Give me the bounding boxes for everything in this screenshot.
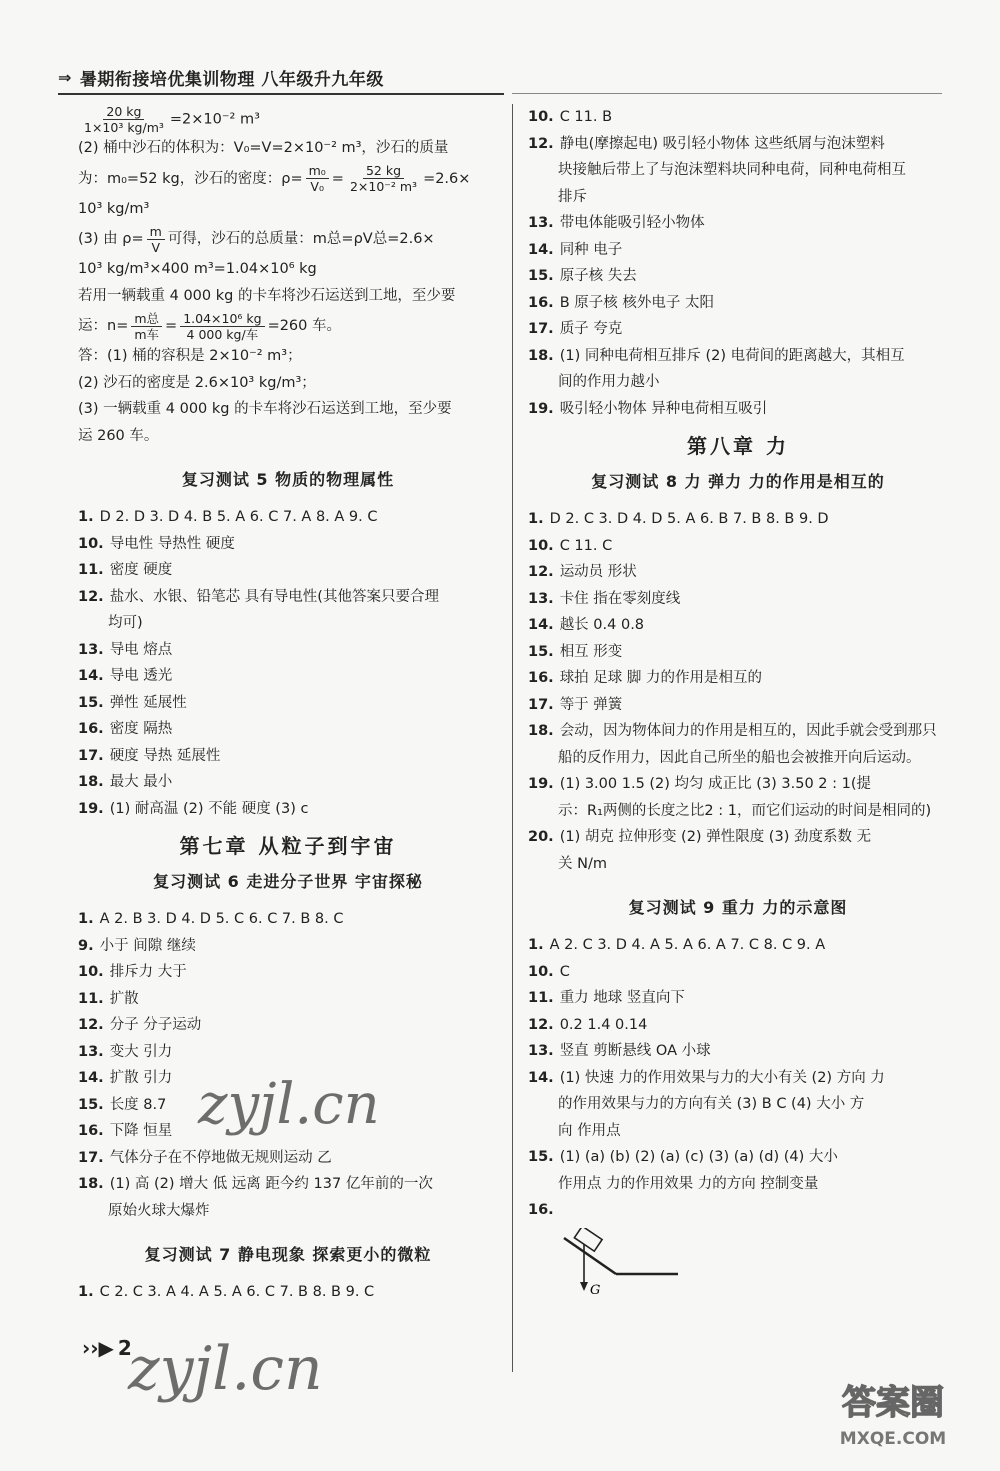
question-number: 19. bbox=[528, 400, 554, 417]
answer-text: 向 作用点 bbox=[558, 1122, 621, 1139]
answer-line bbox=[78, 933, 498, 960]
answer-line bbox=[78, 716, 498, 743]
answer-list-test8 bbox=[528, 506, 948, 877]
answer-text: 0.2 1.4 0.14 bbox=[559, 1016, 648, 1033]
answer-line bbox=[78, 663, 498, 690]
answer-line bbox=[528, 1171, 948, 1198]
answer-text: A 2. C 3. D 4. A 5. A 6. A 7. C 8. C 9. A bbox=[549, 937, 826, 953]
question-number: 20. bbox=[528, 829, 554, 845]
answer-list-test5 bbox=[78, 504, 498, 822]
answer-list-test7-cont bbox=[528, 104, 948, 422]
answer-line bbox=[78, 1012, 498, 1039]
answer-text: 扩散 引力 bbox=[109, 1070, 173, 1086]
fraction: $\frac{20 kg}{\text{1×10³ kg/m³}}$ bbox=[84, 104, 164, 135]
question-number: 19. bbox=[528, 776, 554, 792]
answer-line bbox=[528, 369, 948, 396]
answer-line bbox=[528, 263, 948, 290]
answer-line bbox=[78, 1171, 498, 1198]
answer-text: C 11. B bbox=[559, 109, 613, 125]
answer-text: (1) 同种电荷相互排斥 (2) 电荷间的距离越大，其相互 bbox=[559, 347, 905, 364]
question-number: 13. bbox=[528, 590, 554, 607]
section-title-test6: 复习测试 6 走进分子世界 宇宙探秘 bbox=[153, 872, 423, 891]
answer-line bbox=[528, 237, 948, 264]
question-number: 1. bbox=[78, 509, 94, 525]
question-number: 14. bbox=[528, 1069, 554, 1086]
question-number: 15. bbox=[78, 694, 104, 711]
answer-line bbox=[528, 932, 948, 959]
answer-text: 密度 隔热 bbox=[109, 721, 173, 737]
calc-line-12: 运 260 车。 bbox=[78, 427, 159, 444]
answer-line bbox=[78, 557, 498, 584]
answer-line bbox=[528, 316, 948, 343]
answer-line bbox=[528, 745, 948, 772]
answer-line bbox=[78, 504, 498, 531]
stamp-text: 答案圈 bbox=[842, 1383, 944, 1423]
answer-line bbox=[528, 1012, 948, 1039]
calc-line-10: (2) 沙石的密度是 2.6×10³ kg/m³； bbox=[78, 374, 316, 391]
answer-line bbox=[528, 104, 948, 131]
answer-text: 变大 引力 bbox=[109, 1043, 173, 1060]
calc-line-8: 运：n= $\frac{\text{m总}}{\text{m车}}$ = $\frac{\text{1.04×10⁶ kg}}{\text{4 000 kg/车}}$ =260 车。 bbox=[78, 310, 341, 342]
question-number: 18. bbox=[528, 347, 554, 364]
question-number: 13. bbox=[78, 1043, 104, 1060]
answer-line bbox=[78, 906, 498, 933]
calc-line-1: $\frac{20 kg}{\text{1×10³ kg/m³}}$ =2×10⁻² m³ bbox=[78, 104, 498, 135]
answer-line bbox=[528, 396, 948, 423]
answer-text: 运动员 形状 bbox=[559, 564, 637, 580]
question-number: 16. bbox=[528, 670, 554, 686]
fraction: $\frac{\text{1.04×10⁶ kg}}{\text{4 000 kg/车}}$ bbox=[180, 311, 264, 342]
answer-line bbox=[78, 531, 498, 558]
answer-text: 质子 夸克 bbox=[559, 321, 623, 337]
calc-line-6: 10³ kg/m³×400 m³=1.04×10⁶ kg bbox=[78, 261, 317, 277]
answer-text: C 2. C 3. A 4. A 5. A 6. C 7. B 8. B 9. C bbox=[99, 1284, 375, 1300]
fraction: $\frac{m}{V}$ bbox=[147, 224, 165, 255]
answer-text: 排斥 bbox=[558, 188, 587, 205]
question-number: 19. bbox=[78, 800, 104, 817]
answer-text: 的作用效果与力的方向有关 (3) B C (4) 大小 方 bbox=[558, 1096, 865, 1112]
answer-text: 导电性 导热性 硬度 bbox=[109, 535, 235, 552]
question-number: 10. bbox=[78, 535, 104, 552]
arrow-head-icon bbox=[580, 1282, 588, 1291]
answer-line bbox=[528, 290, 948, 317]
answer-text: 长度 8.7 bbox=[109, 1096, 167, 1113]
question-number: 17. bbox=[78, 747, 104, 764]
answer-text: (1) 胡克 拉伸形变 (2) 弹性限度 (3) 劲度系数 无 bbox=[559, 829, 872, 845]
answer-text: B 原子核 核外电子 太阳 bbox=[559, 294, 714, 311]
stamp-site: MXQE.COM bbox=[839, 1429, 947, 1449]
answer-text: A 2. B 3. D 4. D 5. C 6. C 7. B 8. C bbox=[99, 911, 344, 927]
answer-text: (1) 耐高温 (2) 不能 硬度 (3) c bbox=[109, 800, 309, 817]
answer-line bbox=[528, 210, 948, 237]
answer-text: 球拍 足球 脚 力的作用是相互的 bbox=[559, 670, 763, 686]
question-number: 16. bbox=[78, 721, 104, 737]
answer-line bbox=[78, 1039, 498, 1066]
answer-line bbox=[528, 533, 948, 560]
question-number: 12. bbox=[78, 1017, 104, 1033]
answer-line bbox=[528, 959, 948, 986]
answer-text: 分子 分子运动 bbox=[109, 1017, 202, 1033]
answer-line bbox=[528, 157, 948, 184]
answer-line bbox=[528, 692, 948, 719]
answer-line bbox=[528, 665, 948, 692]
question-number: 1. bbox=[78, 1284, 94, 1300]
answer-text: 扩散 bbox=[109, 990, 139, 1007]
answer-line bbox=[528, 1038, 948, 1065]
answer-text: (1) 高 (2) 增大 低 远离 距今约 137 亿年前的一次 bbox=[109, 1176, 433, 1192]
question-number: 10. bbox=[528, 109, 554, 125]
watermark: zyjl.cn bbox=[128, 1334, 323, 1404]
answer-text: 带电体能吸引轻小物体 bbox=[559, 215, 705, 231]
answer-line bbox=[528, 1065, 948, 1092]
question-number: 10. bbox=[528, 963, 554, 980]
calc-line-5: (3) 由 ρ= $\frac{m}{V}$ 可得，沙石的总质量：m总=ρV总=2.6× bbox=[78, 223, 435, 255]
answer-text: (1) 快速 力的作用效果与力的大小有关 (2) 方向 力 bbox=[559, 1069, 885, 1086]
answer-text: 吸引轻小物体 异种电荷相互吸引 bbox=[559, 400, 768, 417]
fraction: $\frac{\text{m₀}}{\text{V₀}}$ bbox=[306, 163, 329, 194]
answer-line bbox=[528, 343, 948, 370]
section-title-test5: 复习测试 5 物质的物理属性 bbox=[181, 470, 395, 489]
calc-line-11: (3) 一辆载重 4 000 kg 的卡车将沙石运送到工地，至少要 bbox=[78, 401, 452, 417]
answer-text: 弹性 延展性 bbox=[109, 694, 187, 711]
answer-text: 最大 最小 bbox=[109, 774, 173, 790]
answer-text: 下降 恒星 bbox=[109, 1123, 173, 1139]
question-number: 17. bbox=[528, 696, 554, 713]
incline-gravity-figure bbox=[560, 1228, 690, 1298]
question-number: 10. bbox=[528, 537, 554, 554]
right-column bbox=[528, 104, 948, 1224]
section-title-test7: 复习测试 7 静电现象 探索更小的微粒 bbox=[144, 1245, 432, 1264]
answer-line bbox=[78, 1145, 498, 1172]
header-divider bbox=[58, 93, 504, 95]
question-number: 14. bbox=[78, 668, 104, 684]
answer-line bbox=[528, 506, 948, 533]
column-divider bbox=[512, 104, 513, 1372]
answer-text: 间的作用力越小 bbox=[558, 374, 660, 390]
answer-text: (1) 3.00 1.5 (2) 均匀 成正比 (3) 3.50 2 : 1(提 bbox=[559, 776, 872, 792]
answer-text: 小于 间隙 继续 bbox=[99, 937, 196, 954]
question-number: 13. bbox=[78, 641, 104, 658]
section-title-test9: 复习测试 9 重力 力的示意图 bbox=[628, 898, 848, 917]
answer-text: C bbox=[559, 963, 570, 980]
question-number: 15. bbox=[528, 643, 554, 660]
answer-text: 会动，因为物体间力的作用是相互的，因此手就会受到那只 bbox=[559, 723, 937, 739]
answer-text: D 2. D 3. D 4. B 5. A 6. C 7. A 8. A 9. C bbox=[99, 509, 378, 525]
answer-line bbox=[78, 1279, 498, 1306]
answer-text: 原始火球大爆炸 bbox=[108, 1202, 210, 1219]
answer-line bbox=[528, 612, 948, 639]
answer-text: 同种 电子 bbox=[559, 241, 623, 258]
answer-line bbox=[528, 798, 948, 825]
answer-line bbox=[78, 690, 498, 717]
answer-line bbox=[78, 637, 498, 664]
question-number: 1. bbox=[528, 937, 544, 953]
question-number: 13. bbox=[528, 215, 554, 231]
answer-line bbox=[528, 1144, 948, 1171]
answer-text: 均可) bbox=[108, 615, 143, 631]
question-number: 12. bbox=[78, 588, 104, 605]
answer-list-test9 bbox=[528, 932, 948, 1224]
answer-text: 静电(摩擦起电) 吸引轻小物体 这些纸屑与泡沫塑料 bbox=[559, 135, 885, 152]
question-number: 15. bbox=[78, 1096, 104, 1113]
question-number: 18. bbox=[528, 723, 554, 739]
answer-text: 导电 透光 bbox=[109, 668, 173, 684]
header-divider-right bbox=[512, 93, 942, 94]
answer-text: 关 N/m bbox=[558, 855, 607, 872]
page-number: ››▶ 2 bbox=[82, 1336, 132, 1360]
answer-text: 相互 形变 bbox=[559, 643, 623, 660]
answer-text: 盐水、水银、铅笔芯 具有导电性(其他答案只要合理 bbox=[109, 588, 439, 605]
question-number: 14. bbox=[78, 1070, 104, 1086]
answer-line bbox=[528, 851, 948, 878]
answer-text: 船的反作用力，因此自己所坐的船也会被推开向后运动。 bbox=[558, 749, 921, 766]
answer-line bbox=[528, 131, 948, 158]
gravity-label: G bbox=[590, 1283, 601, 1298]
answer-text: 排斥力 大于 bbox=[109, 964, 187, 980]
question-number: 11. bbox=[78, 562, 104, 578]
answer-text: 密度 硬度 bbox=[109, 562, 173, 578]
answer-line bbox=[528, 824, 948, 851]
fraction: $\frac{52 kg}{\text{2×10⁻² m³}}$ bbox=[349, 163, 418, 194]
question-number: 17. bbox=[78, 1149, 104, 1166]
double-arrow-icon: ››▶ bbox=[82, 1336, 114, 1360]
question-number: 12. bbox=[528, 135, 554, 152]
answer-line bbox=[78, 959, 498, 986]
question-number: 10. bbox=[78, 964, 104, 980]
section-title-test8: 复习测试 8 力 弹力 力的作用是相互的 bbox=[591, 472, 885, 491]
answer-text: 重力 地球 竖直向下 bbox=[559, 990, 685, 1006]
answer-text: 原子核 失去 bbox=[559, 268, 637, 284]
answer-text: 竖直 剪断悬线 OA 小球 bbox=[559, 1043, 711, 1059]
answer-line bbox=[528, 985, 948, 1012]
answer-line bbox=[528, 586, 948, 613]
answer-line bbox=[78, 610, 498, 637]
answer-text: C 11. C bbox=[559, 537, 613, 554]
question-number: 9. bbox=[78, 937, 94, 954]
incline-surface bbox=[564, 1238, 616, 1274]
answer-text: 气体分子在不停地做无规则运动 乙 bbox=[109, 1149, 332, 1166]
answer-line bbox=[528, 1197, 948, 1224]
answer-line bbox=[78, 796, 498, 823]
answer-line bbox=[78, 584, 498, 611]
chapter-title-8: 第八章 力 bbox=[687, 434, 789, 458]
question-number: 16. bbox=[78, 1123, 104, 1139]
answer-line bbox=[78, 769, 498, 796]
answer-list-test7 bbox=[78, 1279, 498, 1306]
calc-line-2: (2) 桶中沙石的体积为：V₀=V=2×10⁻² m³，沙石的质量 bbox=[78, 140, 449, 156]
question-number: 18. bbox=[78, 1176, 104, 1192]
answer-line bbox=[528, 559, 948, 586]
answer-text: 示：R₁两侧的长度之比2 : 1，而它们运动的时间是相同的) bbox=[558, 802, 932, 819]
answer-line bbox=[78, 743, 498, 770]
question-number: 15. bbox=[528, 1149, 554, 1165]
answer-line bbox=[528, 771, 948, 798]
watermark: zyjl.cn bbox=[198, 1072, 380, 1137]
question-number: 1. bbox=[528, 511, 544, 527]
question-number: 12. bbox=[528, 1016, 554, 1033]
answer-text: 作用点 力的作用效果 力的方向 控制变量 bbox=[558, 1175, 819, 1192]
calc-line-9: 答：(1) 桶的容积是 2×10⁻² m³； bbox=[78, 348, 302, 364]
answer-text: 导电 熔点 bbox=[109, 641, 173, 658]
calc-line-7: 若用一辆载重 4 000 kg 的卡车将沙石运送到工地，至少要 bbox=[78, 287, 456, 304]
question-number: 1. bbox=[78, 911, 94, 927]
question-number: 14. bbox=[528, 617, 554, 633]
question-number: 17. bbox=[528, 321, 554, 337]
question-number: 15. bbox=[528, 268, 554, 284]
answer-line bbox=[528, 1118, 948, 1145]
fraction: $\frac{\text{m总}}{\text{m车}}$ bbox=[131, 311, 162, 342]
calc-line-4: 10³ kg/m³ bbox=[78, 200, 150, 217]
header-title: 暑期衔接培优集训物理 八年级升九年级 bbox=[79, 69, 384, 90]
answer-text: 卡住 指在零刻度线 bbox=[559, 590, 681, 607]
site-stamp-logo bbox=[818, 1372, 968, 1452]
answer-line bbox=[78, 986, 498, 1013]
answer-text: (1) (a) (b) (2) (a) (c) (3) (a) (d) (4) 大小 bbox=[559, 1149, 838, 1165]
answer-line bbox=[528, 718, 948, 745]
answer-list-test6 bbox=[78, 906, 498, 1224]
question-number: 11. bbox=[528, 990, 554, 1006]
answer-text: 硬度 导热 延展性 bbox=[109, 747, 221, 764]
question-number: 16. bbox=[528, 1202, 554, 1218]
page-header bbox=[58, 62, 508, 92]
answer-line bbox=[528, 1091, 948, 1118]
question-number: 18. bbox=[78, 774, 104, 790]
answer-text: 等于 弹簧 bbox=[559, 696, 623, 713]
question-number: 13. bbox=[528, 1043, 554, 1059]
question-number: 12. bbox=[528, 564, 554, 580]
answer-text: D 2. C 3. D 4. D 5. A 6. B 7. B 8. B 9. D bbox=[549, 511, 829, 527]
question-number: 14. bbox=[528, 241, 554, 258]
answer-line bbox=[528, 639, 948, 666]
answer-text: 越长 0.4 0.8 bbox=[559, 617, 645, 633]
answer-line bbox=[78, 1198, 498, 1225]
question-number: 16. bbox=[528, 294, 554, 311]
arrow-icon: ⇒ bbox=[58, 67, 72, 87]
answer-text: 块接触后带上了与泡沫塑料块同种电荷，同种电荷相互 bbox=[558, 162, 906, 178]
question-number: 11. bbox=[78, 990, 104, 1007]
chapter-title-7: 第七章 从粒子到宇宙 bbox=[179, 834, 397, 858]
answer-line bbox=[528, 184, 948, 211]
calc-line-3: 为：m₀=52 kg，沙石的密度：ρ= $\frac{\text{m₀}}{\text{V₀}}$ = $\frac{52 kg}{\text{2×10⁻² m³}}$ =2.6× bbox=[78, 163, 471, 194]
